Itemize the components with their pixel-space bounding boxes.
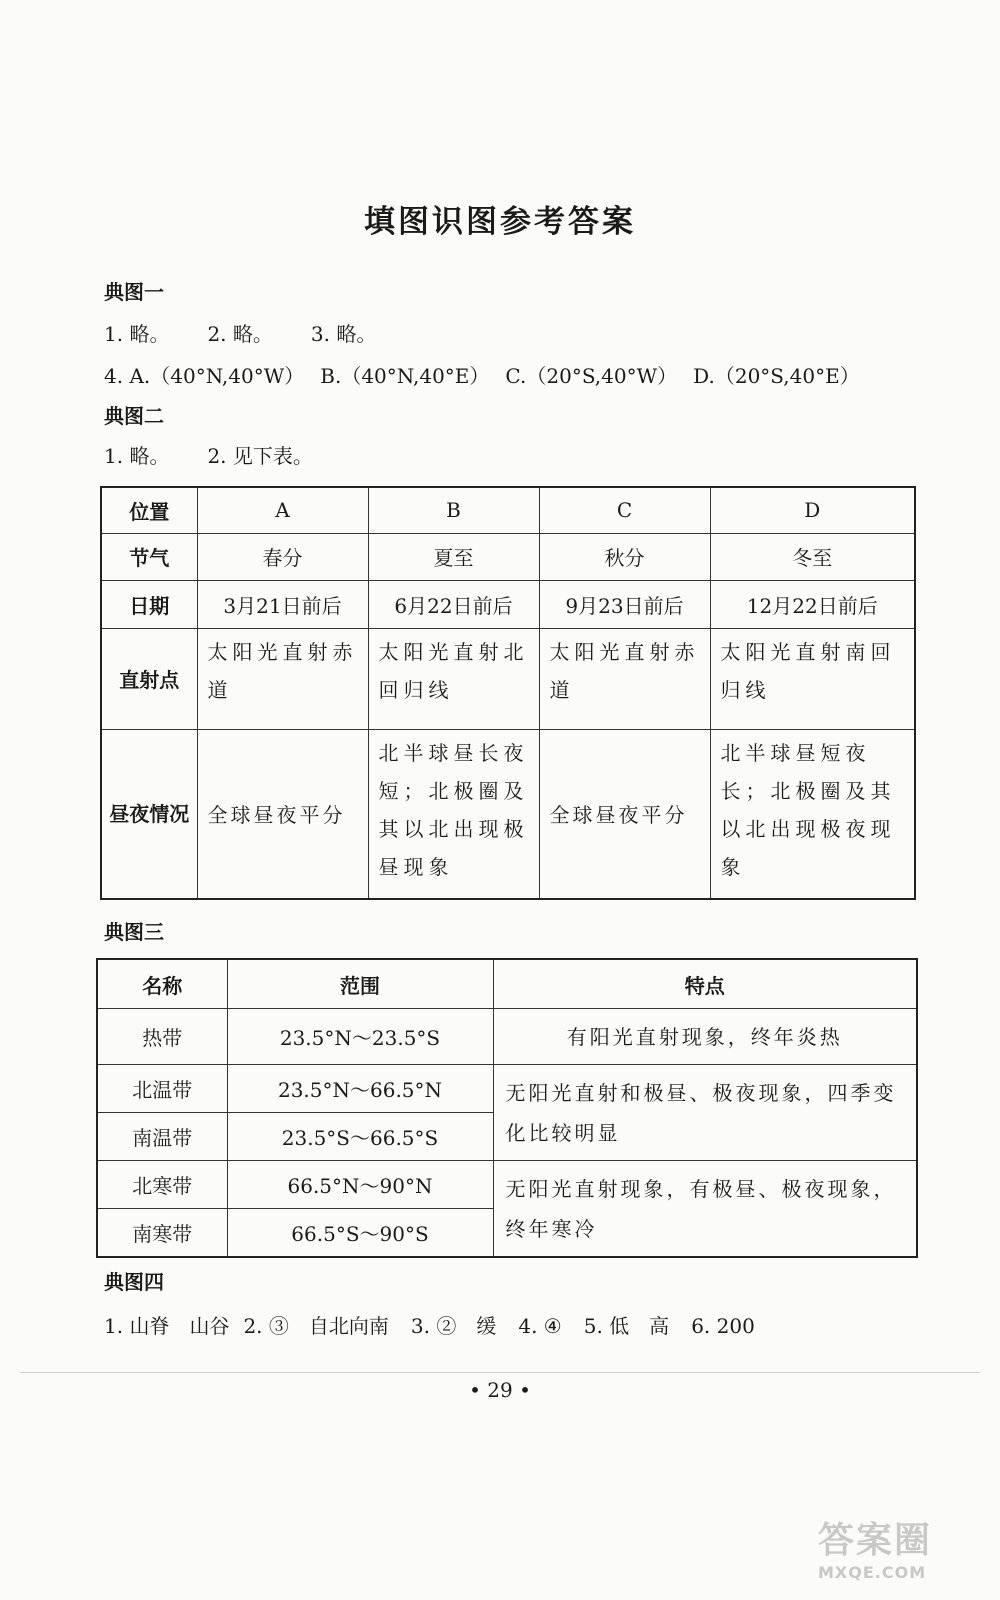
watermark-site: MXQE.COM [818, 1563, 927, 1582]
answer-item: 2. 见下表。 [207, 444, 313, 468]
table-cell: 北半球昼长夜短；北极圈及其以北出现极昼现象 [368, 729, 539, 899]
row-label: 日期 [101, 580, 197, 628]
answer-item: 4. A.（40°N,40°W） [104, 364, 305, 388]
answer-item: 5. 低 高 [583, 1314, 670, 1338]
climate-zones-table [96, 958, 918, 1258]
row-label: 节气 [101, 533, 197, 580]
zone-name: 北温带 [97, 1065, 227, 1113]
table-cell: 太阳光直射赤道 [197, 628, 368, 729]
table-row [97, 1161, 917, 1209]
table-cell: 春分 [197, 533, 368, 580]
table-cell: 北半球昼短夜长；北极圈及其以北出现极夜现象 [710, 729, 915, 899]
table-cell: 秋分 [539, 533, 710, 580]
section-heading-1: 典图一 [104, 280, 164, 304]
answer-line-1-2 [104, 360, 860, 389]
table-cell: 9月23日前后 [539, 580, 710, 628]
answer-item: B.（40°N,40°E） [320, 364, 490, 388]
column-header: 特点 [493, 959, 917, 1009]
table-cell: 12月22日前后 [710, 580, 915, 628]
table-cell: 太阳光直射北回归线 [368, 628, 539, 729]
table-cell: 太阳光直射赤道 [539, 628, 710, 729]
zone-range: 23.5°N～66.5°N [227, 1065, 493, 1113]
zone-feature: 有阳光直射现象，终年炎热 [493, 1009, 917, 1065]
zone-range: 23.5°S～66.5°S [227, 1113, 493, 1161]
table-cell: A [197, 487, 368, 533]
table-row [101, 580, 915, 628]
table-cell: 6月22日前后 [368, 580, 539, 628]
zone-range: 66.5°N～90°N [227, 1161, 493, 1209]
column-header: 名称 [97, 959, 227, 1009]
table-cell: 冬至 [710, 533, 915, 580]
table-row [101, 487, 915, 533]
zone-name: 南寒带 [97, 1209, 227, 1258]
answer-line-1-1 [104, 318, 376, 347]
table-cell: B [368, 487, 539, 533]
section-heading-3: 典图三 [104, 920, 164, 944]
answer-item: D.（20°S,40°E） [693, 364, 860, 388]
page-title: 填图识图参考答案 [364, 204, 636, 240]
table-cell: 3月21日前后 [197, 580, 368, 628]
answer-item: C.（20°S,40°W） [505, 364, 678, 388]
answer-item: 4. ④ [518, 1314, 562, 1338]
table-cell: D [710, 487, 915, 533]
watermark-logo [818, 1512, 978, 1592]
answer-item: 2. ③ 自北向南 [243, 1314, 389, 1338]
table-header-row [97, 959, 917, 1009]
zone-range: 66.5°S～90°S [227, 1209, 493, 1258]
zone-name: 南温带 [97, 1113, 227, 1161]
watermark-text: 答案圈 [818, 1520, 933, 1561]
row-label: 位置 [101, 487, 197, 533]
row-label: 昼夜情况 [101, 729, 197, 899]
answer-line-4-1 [104, 1310, 755, 1339]
answer-item: 1. 略。 [104, 444, 170, 468]
zone-range: 23.5°N～23.5°S [227, 1009, 493, 1065]
page-number: • 29 • [469, 1378, 531, 1402]
zone-name: 北寒带 [97, 1161, 227, 1209]
zone-name: 热带 [97, 1009, 227, 1065]
table-row [101, 533, 915, 580]
table-row [101, 628, 915, 729]
table-cell: 全球昼夜平分 [197, 729, 368, 899]
table-row [97, 1009, 917, 1065]
solar-terms-table [100, 486, 916, 900]
table-cell: 全球昼夜平分 [539, 729, 710, 899]
answer-item: 6. 200 [691, 1314, 755, 1338]
footer-divider [20, 1372, 980, 1373]
table-cell: 夏至 [368, 533, 539, 580]
zone-feature: 无阳光直射和极昼、极夜现象，四季变化比较明显 [493, 1065, 917, 1161]
table-row [101, 729, 915, 899]
zone-feature: 无阳光直射现象，有极昼、极夜现象，终年寒冷 [493, 1161, 917, 1258]
answer-line-2-1 [104, 440, 313, 469]
section-heading-4: 典图四 [104, 1270, 164, 1294]
answer-item: 1. 山脊 山谷 [104, 1314, 230, 1338]
table-row [97, 1065, 917, 1113]
answer-item: 1. 略。 [104, 322, 170, 346]
column-header: 范围 [227, 959, 493, 1009]
table-cell: C [539, 487, 710, 533]
table-cell: 太阳光直射南回归线 [710, 628, 915, 729]
answer-item: 3. 略。 [310, 322, 377, 346]
row-label: 直射点 [101, 628, 197, 729]
section-heading-2: 典图二 [104, 404, 164, 428]
answer-item: 3. ② 缓 [410, 1314, 497, 1338]
answer-item: 2. 略。 [207, 322, 273, 346]
